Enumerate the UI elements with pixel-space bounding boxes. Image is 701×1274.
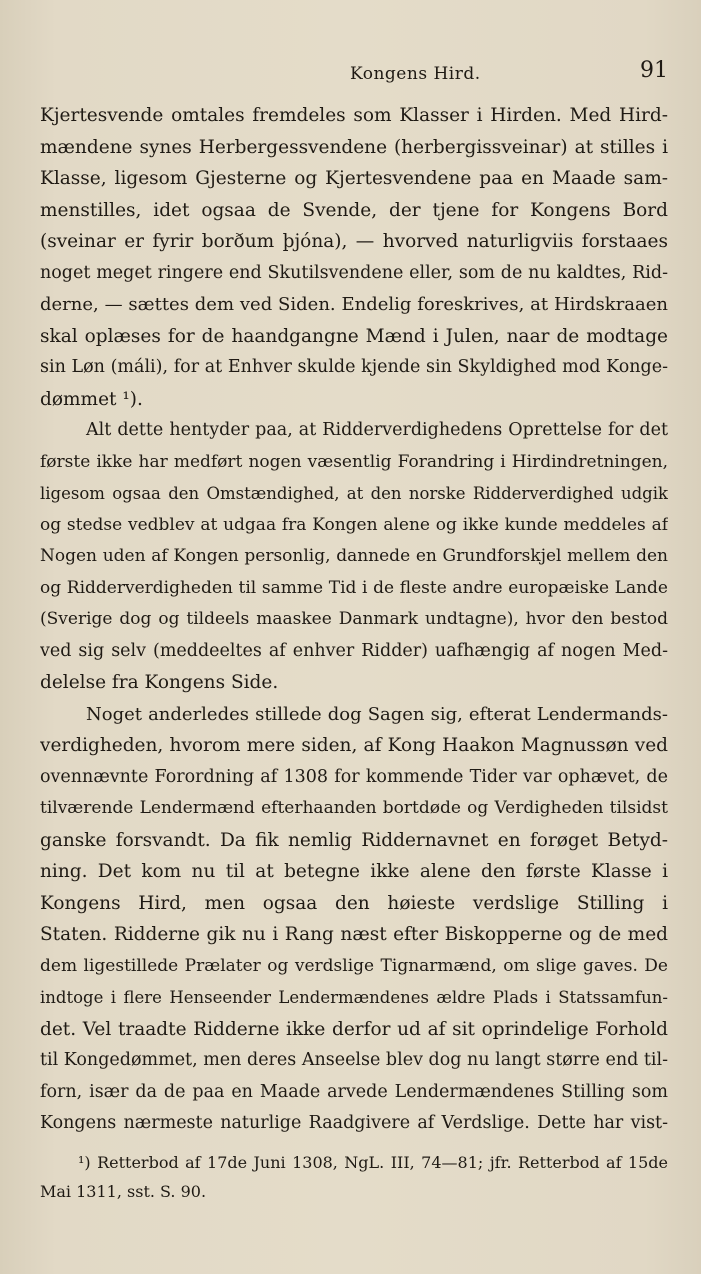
text-line: ovennævnte Forordning af 1308 for kommende Tider var ophævet, de xyxy=(40,766,668,787)
text-line: forn, især da de paa en Maade arvede Lendermændenes Stilling som xyxy=(40,1081,668,1102)
text-line: første ikke har medført nogen væsentlig Forandring i Hirdindretningen, xyxy=(40,451,668,472)
text-line: mændene synes Herbergessvendene (herbergissveinar) at stilles i xyxy=(40,136,668,158)
footnote xyxy=(40,1148,668,1206)
text-line: skal oplæses for de haandgangne Mænd i Julen, naar de modtage xyxy=(40,325,668,347)
text-line: ligesom ogsaa den Omstændighed, at den norske Ridderverdighed udgik xyxy=(40,484,668,503)
text-line: Kongens nærmeste naturlige Raadgivere af Verdslige. Dette har vist- xyxy=(40,1113,668,1133)
text-line: ved sig selv (meddeeltes af enhver Ridder) uafhængig af nogen Med- xyxy=(40,640,668,661)
running-title: Kongens Hird. xyxy=(350,64,481,84)
text-line: ganske forsvandt. Da fik nemlig Riddernavnet en forøget Betyd- xyxy=(40,829,668,851)
text-line: til Kongedømmet, men deres Anseelse blev dog nu langt større end til- xyxy=(40,1050,668,1070)
text-line: det. Vel traadte Ridderne ikke derfor ud af sit oprindelige Forhold xyxy=(40,1018,668,1040)
text-line: Kongens Hird, men ogsaa den høieste verdslige Stilling i xyxy=(40,892,668,914)
text-line: Noget anderledes stillede dog Sagen sig, efterat Lendermands- xyxy=(86,703,668,725)
paragraph-1 xyxy=(40,100,668,415)
paragraph-2 xyxy=(40,415,668,699)
text-line: derne, — sættes dem ved Siden. Endelig foreskrives, at Hirdskraaen xyxy=(40,294,668,315)
text-line: menstilles, idet ogsaa de Svende, der tjene for Kongens Bord xyxy=(40,199,668,221)
paragraph-3 xyxy=(40,699,668,1140)
text-line: delelse fra Kongens Side. xyxy=(40,672,279,693)
footnote-line: ¹) Retterbod af 17de Juni 1308, NgL. III, 74—81; jfr. Retterbod af 15de xyxy=(78,1153,668,1172)
text-line: og Ridderverdigheden til samme Tid i de fleste andre europæiske Lande xyxy=(40,577,668,598)
text-line: dømmet ¹). xyxy=(40,388,143,410)
text-line: (Sverige dog og tildeels maaskee Danmark undtagne), hvor den bestod xyxy=(40,609,668,629)
text-line: dem ligestillede Prælater og verdslige Tignarmænd, om slige gaves. De xyxy=(40,955,668,976)
text-line: sin Løn (máli), for at Enhver skulde kjende sin Skyldighed mod Konge- xyxy=(40,357,668,377)
page-number: 91 xyxy=(640,58,668,83)
text-line: Klasse, ligesom Gjesterne og Kjertesvendene paa en Maade sam- xyxy=(40,168,668,189)
text-line: tilværende Lendermænd efterhaanden bortdøde og Verdigheden tilsidst xyxy=(40,798,668,818)
text-line: Kjertesvende omtales fremdeles som Klasser i Hirden. Med Hird- xyxy=(40,105,668,126)
page-header xyxy=(40,58,670,88)
footnote-line: Mai 1311, sst. S. 90. xyxy=(40,1182,207,1201)
text-line: og stedse vedblev at udgaa fra Kongen alene og ikke kunde meddeles af xyxy=(40,514,668,535)
text-line: verdigheden, hvorom mere siden, af Kong Haakon Magnussøn ved xyxy=(40,735,668,756)
text-line: indtoge i flere Henseender Lendermændenes ældre Plads i Statssamfun- xyxy=(40,988,668,1007)
text-line: ning. Det kom nu til at betegne ikke alene den første Klasse i xyxy=(40,861,668,882)
text-line: noget meget ringere end Skutilsvendene eller, som de nu kaldtes, Rid- xyxy=(40,262,668,283)
text-line: Alt dette hentyder paa, at Ridderverdighedens Oprettelse for det xyxy=(86,420,668,440)
text-line: Nogen uden af Kongen personlig, dannede en Grundforskjel mellem den xyxy=(40,546,668,566)
text-line: Staten. Ridderne gik nu i Rang næst efter Biskopperne og de med xyxy=(40,924,668,945)
text-line: (sveinar er fyrir borðum þjóna), — hvorved naturligviis forstaaes xyxy=(40,231,668,252)
body-text xyxy=(40,100,668,1140)
